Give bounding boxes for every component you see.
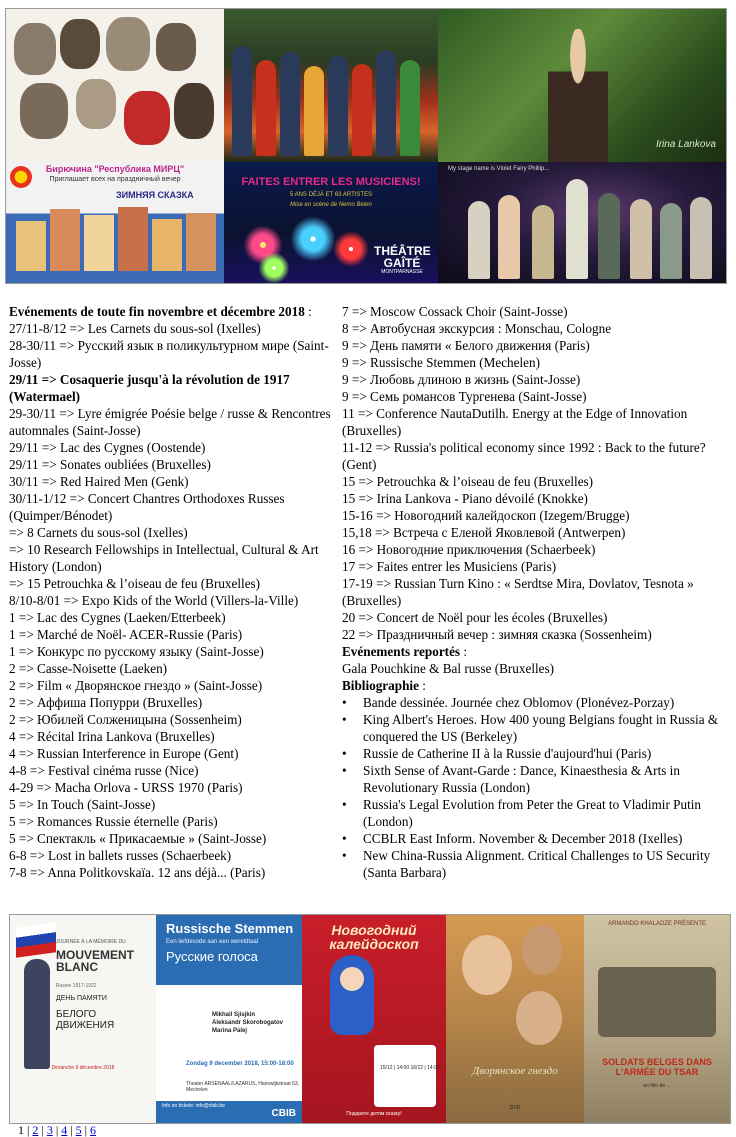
poster-name: Mikhail Sjisjkin xyxy=(212,1012,256,1018)
theatre-stage-photo xyxy=(438,162,727,284)
poster-date: Dimanche 9 décembre 2018 xyxy=(51,1065,115,1071)
event-text: => 15 Petrouchka & l’oiseau de feu (Bruxelles) xyxy=(9,576,261,591)
bibliography-item xyxy=(342,745,730,762)
event-line xyxy=(342,388,730,405)
novogodny-kaleidoskop-poster xyxy=(302,915,446,1123)
poster-title: MOUVEMENT BLANC xyxy=(56,948,134,974)
page-current: 1 xyxy=(18,1123,24,1137)
reported-item: Gala Pouchkine & Bal russe (Bruxelles) xyxy=(342,661,555,676)
poster-kicker: ARMANDO KHALADZE PRÉSENTE xyxy=(607,921,707,927)
bullet-icon: • xyxy=(342,848,347,863)
event-line xyxy=(9,643,337,660)
event-line xyxy=(9,677,337,694)
event-text: 2 => Casse-Noisette (Laeken) xyxy=(9,661,168,676)
event-text: => 8 Carnets du sous-sol (Ixelles) xyxy=(9,525,188,540)
bullet-icon: • xyxy=(342,712,347,727)
soldier-figure xyxy=(24,959,50,1069)
bullet-icon: • xyxy=(342,797,347,812)
poster-ru-small: ДЕНЬ ПАМЯТИ xyxy=(56,995,107,1002)
event-line xyxy=(342,524,730,541)
event-line xyxy=(9,439,337,456)
bibliography-item xyxy=(342,762,730,796)
page-link-6[interactable]: 6 xyxy=(90,1123,97,1137)
poster-dates: 15/12 | 14:00 16/12 | 14:00 xyxy=(380,1065,440,1071)
event-line xyxy=(342,473,730,490)
russian-flag-icon xyxy=(16,922,56,958)
poster-subtitle: Een liefdesode aan een wereldtaal xyxy=(166,939,259,945)
poster-name: Aleksandr Skorobogatov xyxy=(212,1020,284,1026)
event-text: 11 => Conference NautaDutilh. Energy at the Edge of Innovation (Bruxelles) xyxy=(342,406,688,438)
photo-caption: Irina Lankova xyxy=(655,139,716,150)
event-line xyxy=(9,371,337,405)
bullet-icon: • xyxy=(342,763,347,778)
event-text: 1 => Marché de Noël- ACER-Russie (Paris) xyxy=(9,627,243,642)
event-text: 30/11 => Red Haired Men (Genk) xyxy=(9,474,189,489)
event-line xyxy=(9,864,337,881)
poster-title: Новогодний калейдоскоп xyxy=(329,922,419,952)
event-text: 4 => Récital Irina Lankova (Bruxelles) xyxy=(9,729,215,744)
event-text: 8 => Автобусная экскурсия : Monschau, Cologne xyxy=(342,321,612,336)
event-line xyxy=(9,575,337,592)
page-separator: | xyxy=(38,1123,47,1137)
bibliography-items xyxy=(342,694,730,881)
event-text: 1 => Конкурс по русскому языку (Saint-Josse) xyxy=(9,644,264,659)
events-list-left xyxy=(9,303,337,881)
event-text: 17 => Faites entrer les Musiciens (Paris) xyxy=(342,559,557,574)
bottom-poster-strip xyxy=(9,914,731,1124)
event-line xyxy=(342,337,730,354)
event-line xyxy=(342,507,730,524)
bullet-icon: • xyxy=(342,831,347,846)
event-text: => 10 Research Fellowships in Intellectual, Cultural & Art History (London) xyxy=(9,542,319,574)
bibliography-item xyxy=(342,711,730,745)
poster-date: Zondag 9 december 2018, 15:00-18:00 xyxy=(186,1061,294,1067)
pagination xyxy=(18,1124,96,1136)
poster-names xyxy=(212,1011,302,1035)
page-link-3[interactable]: 3 xyxy=(46,1123,53,1137)
event-line xyxy=(9,660,337,677)
event-line xyxy=(9,694,337,711)
bibliography-item-text: Bande dessinée. Journée chez Oblomov (Plonévez-Porzay) xyxy=(363,695,675,710)
event-line xyxy=(342,320,730,337)
faites-entrer-les-musiciens-poster xyxy=(224,162,438,284)
reported-heading: Evénements reportés xyxy=(342,644,461,659)
irina-lankova-photo xyxy=(438,9,727,162)
event-text: 6-8 => Lost in ballets russes (Schaerbeek) xyxy=(9,848,232,863)
event-text: 29/11 => Cosaquerie jusqu'à la révolution de 1917 (Watermael) xyxy=(9,372,290,404)
event-text: 7 => Moscow Cossack Choir (Saint-Josse) xyxy=(342,304,568,319)
event-text: 16 => Новогодние приключения (Schaerbeek) xyxy=(342,542,596,557)
page-link-5[interactable]: 5 xyxy=(75,1123,82,1137)
bibliography-item-text: Russia's Legal Evolution from Peter the Great to Vladimir Putin (London) xyxy=(363,797,701,829)
events-list-right xyxy=(342,303,730,881)
event-text: 30/11-1/12 => Concert Chantres Orthodoxes Russes (Quimper/Bénodet) xyxy=(9,491,285,523)
event-text: 15-16 => Новогодний калейдоскоп (Izegem/Brugge) xyxy=(342,508,630,523)
event-text: 5 => Спектакль « Прикасаемые » (Saint-Josse) xyxy=(9,831,267,846)
event-line xyxy=(9,745,337,762)
cossack-choir-photo xyxy=(224,9,438,162)
bibliography-item-text: CCBLR East Inform. November & December 2018 (Ixelles) xyxy=(363,831,683,846)
poster-title: Russische Stemmen xyxy=(166,921,294,936)
poster-subtitle: un film de ... xyxy=(643,1083,671,1089)
event-line xyxy=(342,626,730,643)
bibliography-section xyxy=(342,677,730,881)
poster-footer: Info en tickets: info@cbib.be xyxy=(162,1103,225,1109)
winter-tale-poster xyxy=(6,162,224,284)
event-text: 1 => Lac des Cygnes (Laeken/Etterbeek) xyxy=(9,610,226,625)
poster-venue: Theater ARSENAAL/LAZARUS, Hanswijkstraat 63, Mechelen xyxy=(186,1081,300,1093)
bibliography-item xyxy=(342,694,730,711)
event-line xyxy=(9,813,337,830)
bibliography-item xyxy=(342,796,730,830)
cbib-logo: CBIB xyxy=(271,1108,296,1119)
poster-subline: Приглашает всех на праздничный вечер xyxy=(49,176,181,183)
event-line xyxy=(9,796,337,813)
event-line xyxy=(342,405,730,439)
event-text: 9 => День памяти « Белого движения (Paris) xyxy=(342,338,590,353)
poster-headline: FAITES ENTRER LES MUSICIENS! xyxy=(241,176,421,188)
dvoryanskoe-gnezdo-poster xyxy=(446,915,584,1123)
event-line xyxy=(342,439,730,473)
soldats-belges-poster xyxy=(584,915,730,1123)
event-suffix: : xyxy=(304,304,312,319)
event-line xyxy=(342,354,730,371)
poster-name: Marina Palej xyxy=(212,1028,248,1034)
page-separator: | xyxy=(81,1123,91,1137)
event-text: Evénements de toute fin novembre et décembre 2018 xyxy=(9,304,305,319)
event-line xyxy=(9,762,337,779)
event-text: 20 => Concert de Noël pour les écoles (Bruxelles) xyxy=(342,610,608,625)
reported-section xyxy=(342,643,730,677)
page-link-2[interactable]: 2 xyxy=(32,1123,39,1137)
reported-heading-suffix: : xyxy=(460,644,468,659)
white-movement-poster xyxy=(10,915,156,1123)
event-line xyxy=(9,830,337,847)
theatre-name: THÉÂTRE GAÎTÉ xyxy=(374,244,431,270)
stage-caption: My stage name is Violet Fairy Phillip... xyxy=(448,166,550,172)
event-text: 9 => Russische Stemmen (Mechelen) xyxy=(342,355,540,370)
event-text: 17-19 => Russian Turn Kino : « Serdtse Mira, Dovlatov, Tesnota » (Bruxelles) xyxy=(342,576,694,608)
event-text: 2 => Аффиша Попурри (Bruxelles) xyxy=(9,695,203,710)
event-line xyxy=(342,303,730,320)
armoured-truck-image xyxy=(598,967,716,1037)
event-line xyxy=(342,558,730,575)
poster-tagline: Подарите детям сказку! xyxy=(346,1111,402,1117)
event-text: 29/11 => Lac des Cygnes (Oostende) xyxy=(9,440,206,455)
event-text: 29-30/11 => Lyre émigrée Poésie belge / russe & Rencontres automnales (Saint-Josse) xyxy=(9,406,331,438)
event-text: 5 => In Touch (Saint-Josse) xyxy=(9,797,156,812)
event-line xyxy=(9,711,337,728)
theatre-logo xyxy=(374,245,430,275)
page-separator: | xyxy=(52,1123,62,1137)
poster-ru-big: БЕЛОГО ДВИЖЕНИЯ xyxy=(56,1009,115,1031)
event-line xyxy=(9,405,337,439)
event-text: 15,18 => Встреча с Еленой Яковлевой (Antwerpen) xyxy=(342,525,626,540)
bibliography-heading-suffix: : xyxy=(418,678,426,693)
poster-title: Дворянское гнездо xyxy=(472,1065,558,1077)
event-line xyxy=(9,524,337,541)
event-text: 22 => Праздничный вечер : зимняя сказка (Sossenheim) xyxy=(342,627,652,642)
poster-title: SOLDATS BELGES DANS L'ARMÉE DU TSAR xyxy=(602,1057,712,1077)
events-list-right-items xyxy=(342,303,730,643)
event-line xyxy=(9,779,337,796)
event-text: 9 => Любовь длиною в жизнь (Saint-Josse) xyxy=(342,372,581,387)
page-separator: | xyxy=(67,1123,76,1137)
event-text: 7-8 => Anna Politkovskaïa. 12 ans déjà... (Paris) xyxy=(9,865,266,880)
event-line xyxy=(9,473,337,490)
event-text: 2 => Film « Дворянское гнездо » (Saint-Josse) xyxy=(9,678,263,693)
event-text: 11-12 => Russia's political economy since 1992 : Back to the future? (Gent) xyxy=(342,440,706,472)
event-text: 29/11 => Sonates oubliées (Bruxelles) xyxy=(9,457,211,472)
poster-credit: Mise en scène de Nemo Belen xyxy=(290,202,372,208)
event-text: 15 => Irina Lankova - Piano dévoilé (Knokke) xyxy=(342,491,588,506)
top-photo-collage xyxy=(5,8,727,284)
bibliography-item xyxy=(342,830,730,847)
bibliography-item-text: King Albert's Heroes. How 400 young Belgians fought in Russia & conquered the US (Berkeley) xyxy=(363,712,719,744)
event-line xyxy=(9,847,337,864)
event-text: 9 => Семь романсов Тургенева (Saint-Josse) xyxy=(342,389,587,404)
bullet-icon: • xyxy=(342,746,347,761)
event-line xyxy=(9,303,337,320)
theatre-subname: MONTPARNASSE xyxy=(381,269,423,275)
page-separator: | xyxy=(24,1123,33,1137)
event-text: 2 => Юбилей Солженицына (Sossenheim) xyxy=(9,712,242,727)
event-text: 4-29 => Macha Orlova - URSS 1970 (Paris) xyxy=(9,780,243,795)
poster-title: ЗИМНЯЯ СКАЗКА xyxy=(116,190,194,200)
bibliography-item-text: Russie de Catherine II à la Russie d'aujourd'hui (Paris) xyxy=(363,746,652,761)
poster-credit: DVD xyxy=(509,1105,521,1111)
bibliography-item xyxy=(342,847,730,881)
reported-items xyxy=(342,660,730,677)
event-text: 27/11-8/12 => Les Carnets du sous-sol (Ixelles) xyxy=(9,321,261,336)
poster-subline: 5 ANS DÉJÀ ET 63 ARTISTES xyxy=(289,192,373,198)
poster-headline: Бирючина "Республика МИРЦ" xyxy=(45,164,185,174)
event-line xyxy=(9,728,337,745)
event-line xyxy=(342,609,730,626)
poster-kicker: JOURNÉE À LA MÉMOIRE DU xyxy=(56,939,126,945)
page-link-4[interactable]: 4 xyxy=(61,1123,68,1137)
event-text: 15 => Petrouchka & l’oiseau de feu (Bruxelles) xyxy=(342,474,594,489)
event-line xyxy=(342,575,730,609)
event-line xyxy=(342,490,730,507)
event-line xyxy=(9,490,337,524)
solzhenitsyn-portraits-image xyxy=(6,9,224,162)
bullet-icon: • xyxy=(342,695,347,710)
poster-ru-title: Русские голоса xyxy=(166,949,258,964)
event-line xyxy=(9,609,337,626)
event-line xyxy=(342,541,730,558)
event-text: 28-30/11 => Русский язык в поликультурном мире (Saint-Josse) xyxy=(9,338,329,370)
event-line xyxy=(342,371,730,388)
russische-stemmen-poster xyxy=(156,915,302,1123)
poster-years: Russie 1917-1922 xyxy=(56,983,97,989)
bibliography-heading: Bibliographie xyxy=(342,678,419,693)
event-line xyxy=(9,541,337,575)
event-text: 4-8 => Festival cinéma russe (Nice) xyxy=(9,763,199,778)
bibliography-item-text: Sixth Sense of Avant-Garde : Dance, Kinaesthesia & Arts in Revolutionary Russia (London) xyxy=(363,763,680,795)
event-line xyxy=(9,456,337,473)
event-line xyxy=(9,592,337,609)
event-text: 4 => Russian Interference in Europe (Gent) xyxy=(9,746,239,761)
event-text: 8/10-8/01 => Expo Kids of the World (Villers-la-Ville) xyxy=(9,593,299,608)
event-line xyxy=(9,337,337,371)
bibliography-item-text: New China-Russia Alignment. Critical Challenges to US Security (Santa Barbara) xyxy=(363,848,711,880)
event-text: 5 => Romances Russie éternelle (Paris) xyxy=(9,814,218,829)
event-line xyxy=(9,626,337,643)
event-line xyxy=(9,320,337,337)
